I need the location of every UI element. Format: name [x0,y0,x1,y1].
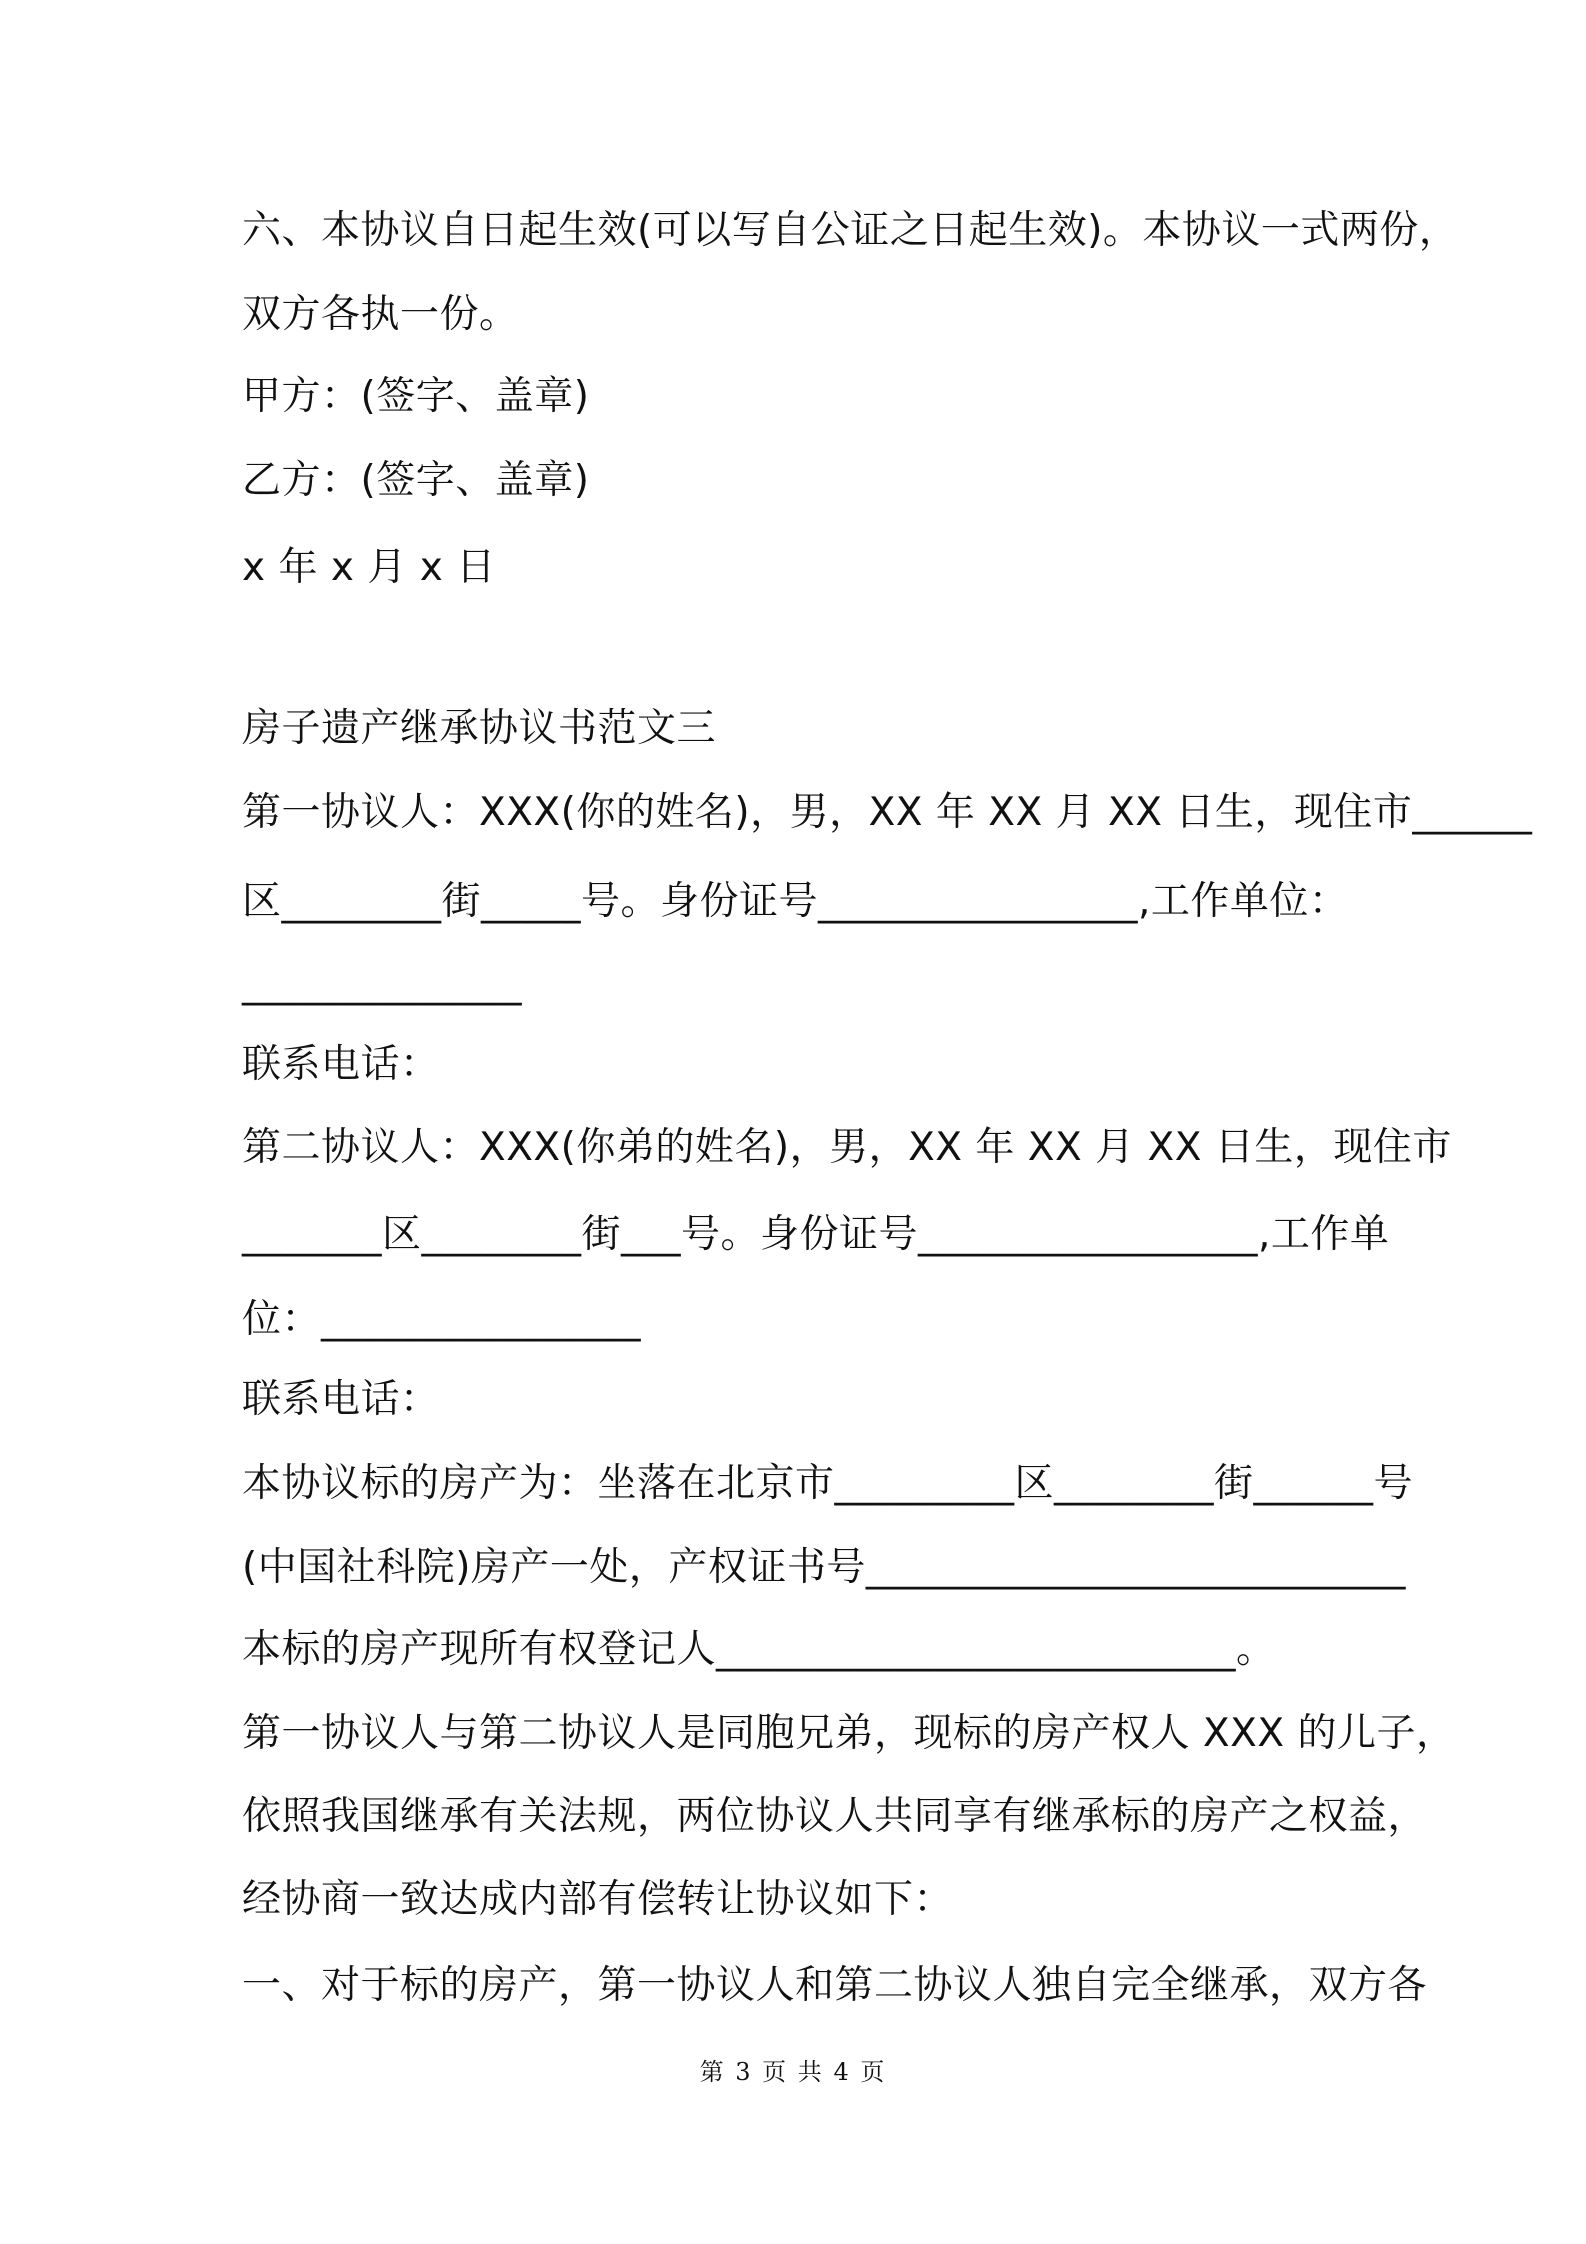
page-number: 第 3 页 共 4 页 [699,2058,887,2086]
text-line: 联系电话： [242,1377,440,1422]
text-line: 依照我国继承有关法规，两位协议人共同享有继承标的房产之权益， [242,1794,1428,1839]
text-line: 区________街_____号。身份证号________________,工作单位： [242,879,1349,924]
text-line: 第二协议人：XXX(你弟的姓名)，男，XX 年 XX 月 XX 日生，现住市 [242,1125,1452,1170]
text-line: 甲方：(签字、盖章) [242,374,590,419]
text-line: 经协商一致达成内部有偿转让协议如下： [242,1877,954,1922]
text-line: (中国社科院)房产一处，产权证书号___________________________ [242,1545,1406,1590]
text-line: 本标的房产现所有权登记人__________________________。 [242,1627,1276,1672]
text-line: 一、对于标的房产，第一协议人和第二协议人独自完全继承，双方各 [242,1963,1428,2008]
text-line: 六、本协议自日起生效(可以写自公证之日起生效)。本协议一式两份， [242,208,1459,253]
text-line: ______________ [242,961,522,1006]
date-line: x 年 x 月 x 日 [242,545,496,590]
section-title: 房子遗产继承协议书范文三 [242,706,717,751]
text-line: 乙方：(签字、盖章) [242,458,590,503]
text-line: _______区________街___号。身份证号_________________,工作单 [242,1212,1390,1257]
text-line: 位：________________ [242,1297,642,1342]
text-line: 本协议标的房产为：坐落在北京市_________区________街______号 [242,1461,1414,1506]
text-line: 第一协议人：XXX(你的姓名)，男，XX 年 XX 月 XX 日生，现住市______ [242,790,1533,835]
text-line: 第一协议人与第二协议人是同胞兄弟，现标的房产权人 XXX 的儿子， [242,1711,1456,1756]
text-line: 联系电话： [242,1042,440,1087]
text-line: 双方各执一份。 [242,292,519,337]
